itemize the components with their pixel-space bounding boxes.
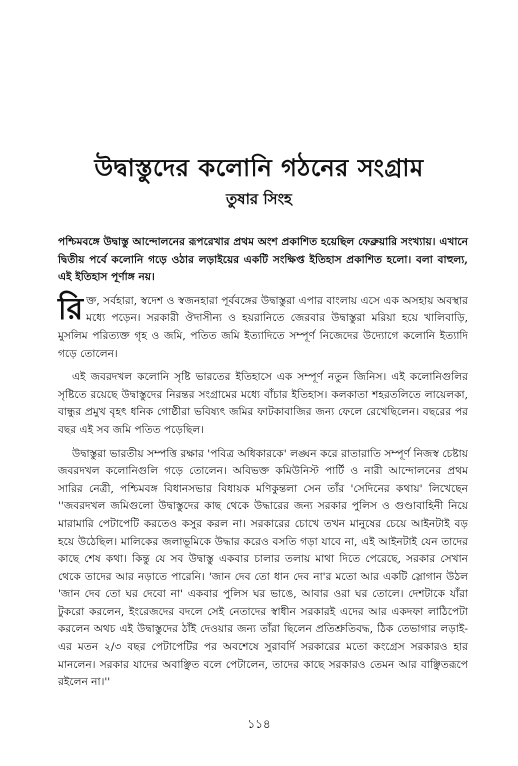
page-number: ১১৪ xyxy=(247,717,271,731)
paragraph-3: উদ্বাস্তুরা ভারতীয় সম্পত্তি রক্ষার 'পবিত্র অধিকারকে' লঙ্ঘন করে রাতারাতি সম্পূর্ণ নিজস্ব চেষ্টায় জবরদখল কলোনিগুলি গড়ে তোলেন। অবিভক্ত কমিউনিস্ট পার্টি ও নারী আন্দোলনের প্রথম সারির নেত্রী, পশ্চিমবঙ্গ বিধানসভার বিধায়ক মণিকুন্তলা সেন তাঁর 'সেদিনের কথায়' লিখেছেন ''জবরদখল জমিগুলো উদ্বাস্তুদের কাছ থেকে উদ্ধারের জন্য সরকার পুলিস ও গুণ্ডাবাহিনী নিয়ে মারামারি পেটাপেটি করতেও কসুর করল না। সরকারের চোখে তখন মানুষের চেয়ে আইনটাই বড় হয়ে উঠেছিল। মালিকের জলাভূমিকে উদ্ধার করেও বসতি গড়া যাবে না, এই আইনটাই যেন তাদের কাছে শেষ কথা। কিন্তু যে সব উদ্বাস্তু একবার চালার তলায় মাথা দিতে পেরেছে, সরকার সেখান থেকে তাদের আর নড়াতে পারেনি। 'জান দেব তো ধান দেব না'র মতো আর একটি স্লোগান উঠল 'জান দেব তো ঘর দেবো না' একবার পুলিস ঘর ভাঙে, আবার ওরা ঘর তোলে। দেশটাকে যাঁরা টুকরো করলেন, ইংরেজদের বদলে সেই নেতাদের স্বাধীন সরকারই এদের আর একদফা লাঠিপেটা করলেন অথচ এই উদ্বাস্তুদের ঠাঁই দেওয়ার জন্য তাঁরা ছিলেন প্রতিশ্রুতিবদ্ধ, ঠিক তেভাগার লড়াই-এর মতন ২/৩ বছর পেটাপেটির পর অবশেষে সুরাবর্দি সরকারের মতো কংগ্রেস সরকারও হার মানলেন। সরকার যাদের অবাঞ্ছিত বলে পেটালেন, তাদের কাছে সরকারও তেমন আর বাঞ্ছিতরূপে রইলেন না।'' xyxy=(58,447,468,689)
drop-cap: রি xyxy=(58,291,84,327)
article-body xyxy=(58,234,468,692)
article-author: তুষার সিংহ xyxy=(226,190,292,208)
paragraph-1-text: ক্ত, সর্বহারা, স্বদেশ ও স্বজনহারা পূর্ববঙ্গের উদ্বাস্তুরা এপার বাংলায় এসে এক অসহায় অবস্থার মধ্যে পড়েন। সরকারী ঔদাসীন্য ও হয়রানিতে জেরবার উদ্বাস্তুরা মরিয়া হয়ে খালিবাড়ি, মুসলিম পরিত্যক্ত গৃহ ও জমি, পতিত জমি ইত্যাদিতে সম্পূর্ণ নিজেদের উদ্যোগে কলোনি ইত্যাদি গড়ে তোলেন। xyxy=(58,294,468,360)
article-title: উদ্বাস্তুদের কলোনি গঠনের সংগ্রাম xyxy=(94,154,424,182)
paragraph-2: এই জবরদখল কলোনি সৃষ্টি ভারতের ইতিহাসে এক সম্পূর্ণ নতুন জিনিস। এই কলোনিগুলির সৃষ্টিতে রয়েছে উদ্বাস্তুদের নিরন্তর সংগ্রামের মধ্যে বাঁচার ইতিহাস। কলকাতা শহরতলিতে লায়েলকা, বান্ধুর প্রমুখ বৃহৎ ধনিক গোষ্ঠীরা ভবিষ্যৎ জমির ফাটকাবাজির জন্য ফেলে রেখেছিলেন। বছরের পর বছর এই সব জমি পতিত পড়েছিল। xyxy=(58,371,468,436)
paragraph-1 xyxy=(58,293,468,363)
intro-paragraph: পশ্চিমবঙ্গে উদ্বাস্তু আন্দোলনের রূপরেখার প্রথম অংশ প্রকাশিত হয়েছিল ফেব্রুয়ারি সংখ্যায়। এখানে দ্বিতীয় পর্বে কলোনি গড়ে ওঠার লড়াইয়ের একটি সংক্ষিপ্ত ইতিহাস প্রকাশিত হলো। বলা বাহুল্য, এই ইতিহাস পূর্ণাঙ্গ নয়। xyxy=(58,236,468,284)
